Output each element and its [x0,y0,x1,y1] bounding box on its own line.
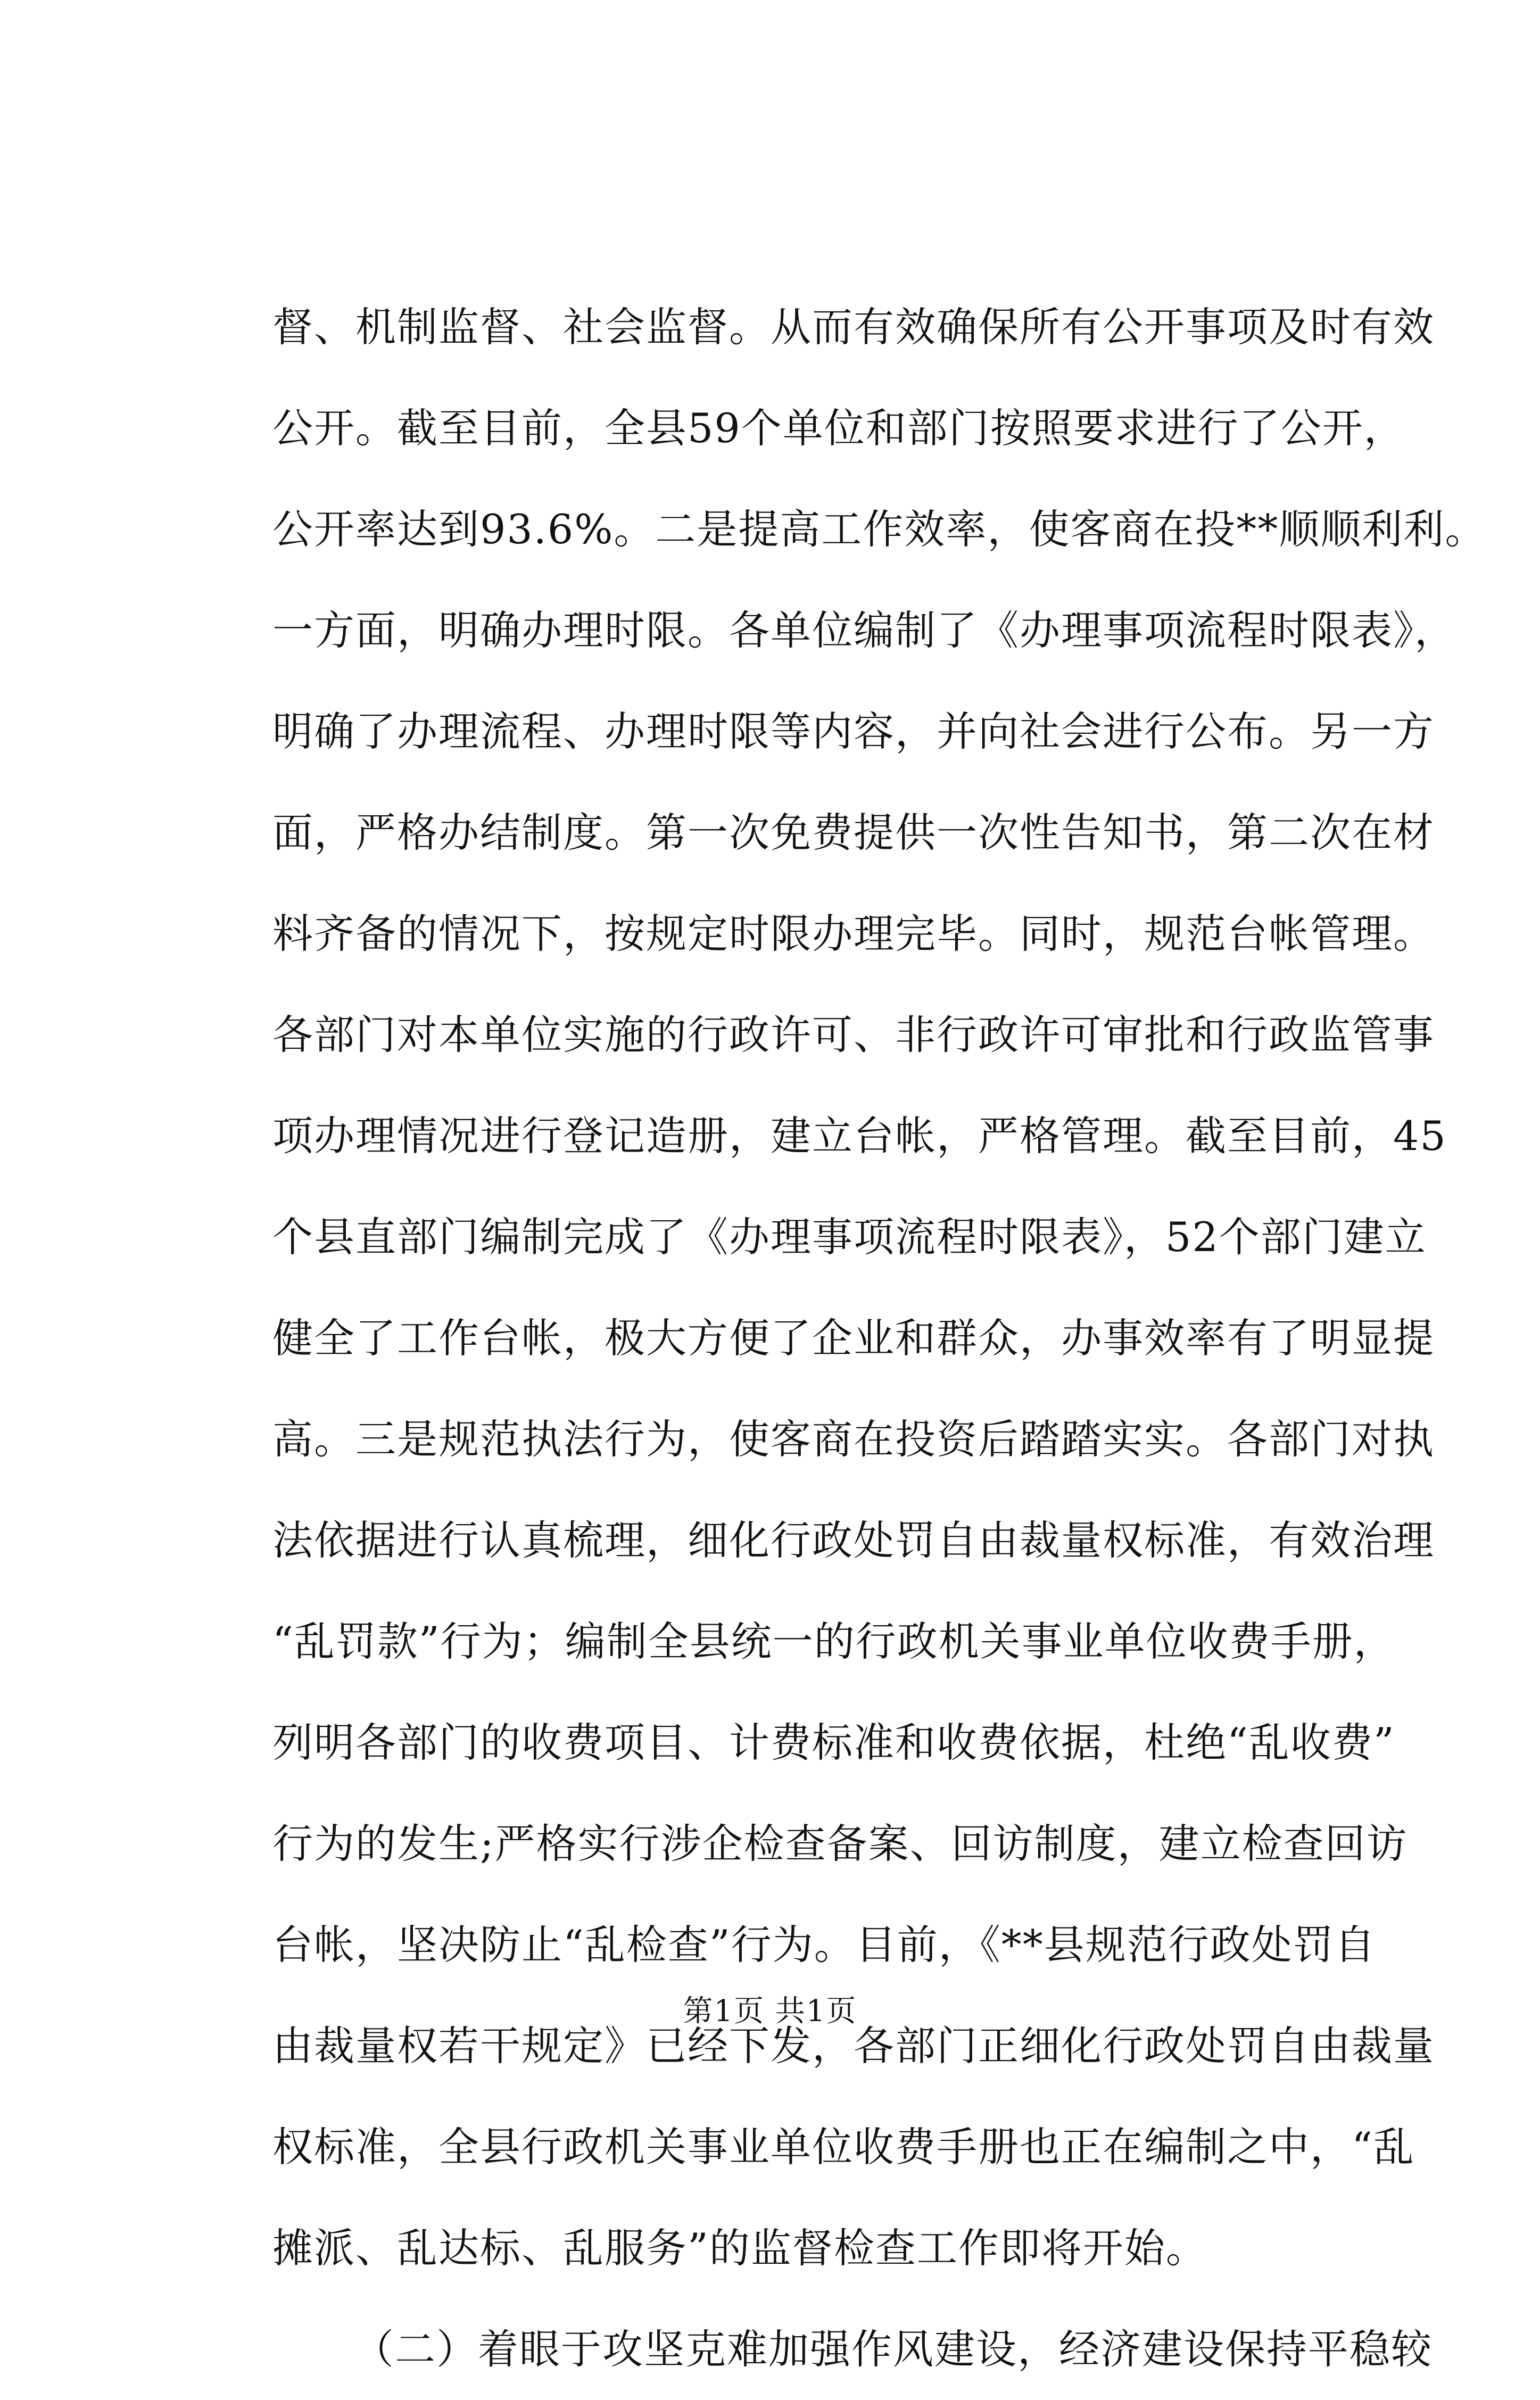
section-heading-line: （二）着眼于攻坚克难加强作风建设，经济建设保持平稳较 [353,2325,1433,2373]
text-line: 法依据进行认真梳理，细化行政处罚自由裁量权标准，有效治理 [272,1517,1435,1564]
body-text [272,277,1487,2400]
text-line: 公开。截至目前，全县59个单位和部门按照要求进行了公开， [272,404,1405,452]
text-line: 台帐，坚决防止“乱检查”行为。目前，《**县规范行政处罚自 [272,1921,1376,1968]
text-line: 权标准，全县行政机关事业单位收费手册也正在编制之中，“乱 [272,2123,1415,2171]
text-line: 行为的发生;严格实行涉企检查备案、回访制度，建立检查回访 [272,1820,1408,1867]
text-line: 督、机制监督、社会监督。从而有效确保所有公开事项及时有效 [272,303,1435,351]
text-line: 列明各部门的收费项目、计费标准和收费依据，杜绝“乱收费” [272,1719,1395,1766]
text-line: 一方面，明确办理时限。各单位编制了《办理事项流程时限表》， [272,607,1456,654]
paragraph-end-line: 摊派、乱达标、乱服务”的监督检查工作即将开始。 [272,2224,1207,2272]
text-line: 面，严格办结制度。第一次免费提供一次性告知书，第二次在材 [272,809,1435,856]
text-line: 公开率达到93.6%。二是提高工作效率，使客商在投**顺顺利利。 [272,506,1487,553]
text-line: 健全了工作台帐，极大方便了企业和群众，办事效率有了明显提 [272,1314,1435,1362]
text-line: 高。三是规范执法行为，使客商在投资后踏踏实实。各部门对执 [272,1416,1435,1463]
text-line: 个县直部门编制完成了《办理事项流程时限表》，52个部门建立 [272,1213,1427,1261]
text-line: “乱罚款”行为；编制全县统一的行政机关事业单位收费手册， [272,1618,1395,1665]
text-line: 项办理情况进行登记造册，建立台帐，严格管理。截至目前，45 [272,1112,1447,1160]
text-line: 由裁量权若干规定》已经下发，各部门正细化行政处罚自由裁量 [272,2022,1435,2070]
text-line: 明确了办理流程、办理时限等内容，并向社会进行公布。另一方 [272,708,1435,755]
page-footer: 第1页 共1页 [683,1994,857,2029]
text-line: 料齐备的情况下，按规定时限办理完毕。同时，规范台帐管理。 [272,910,1435,957]
text-line: 各部门对本单位实施的行政许可、非行政许可审批和行政监管事 [272,1011,1435,1058]
